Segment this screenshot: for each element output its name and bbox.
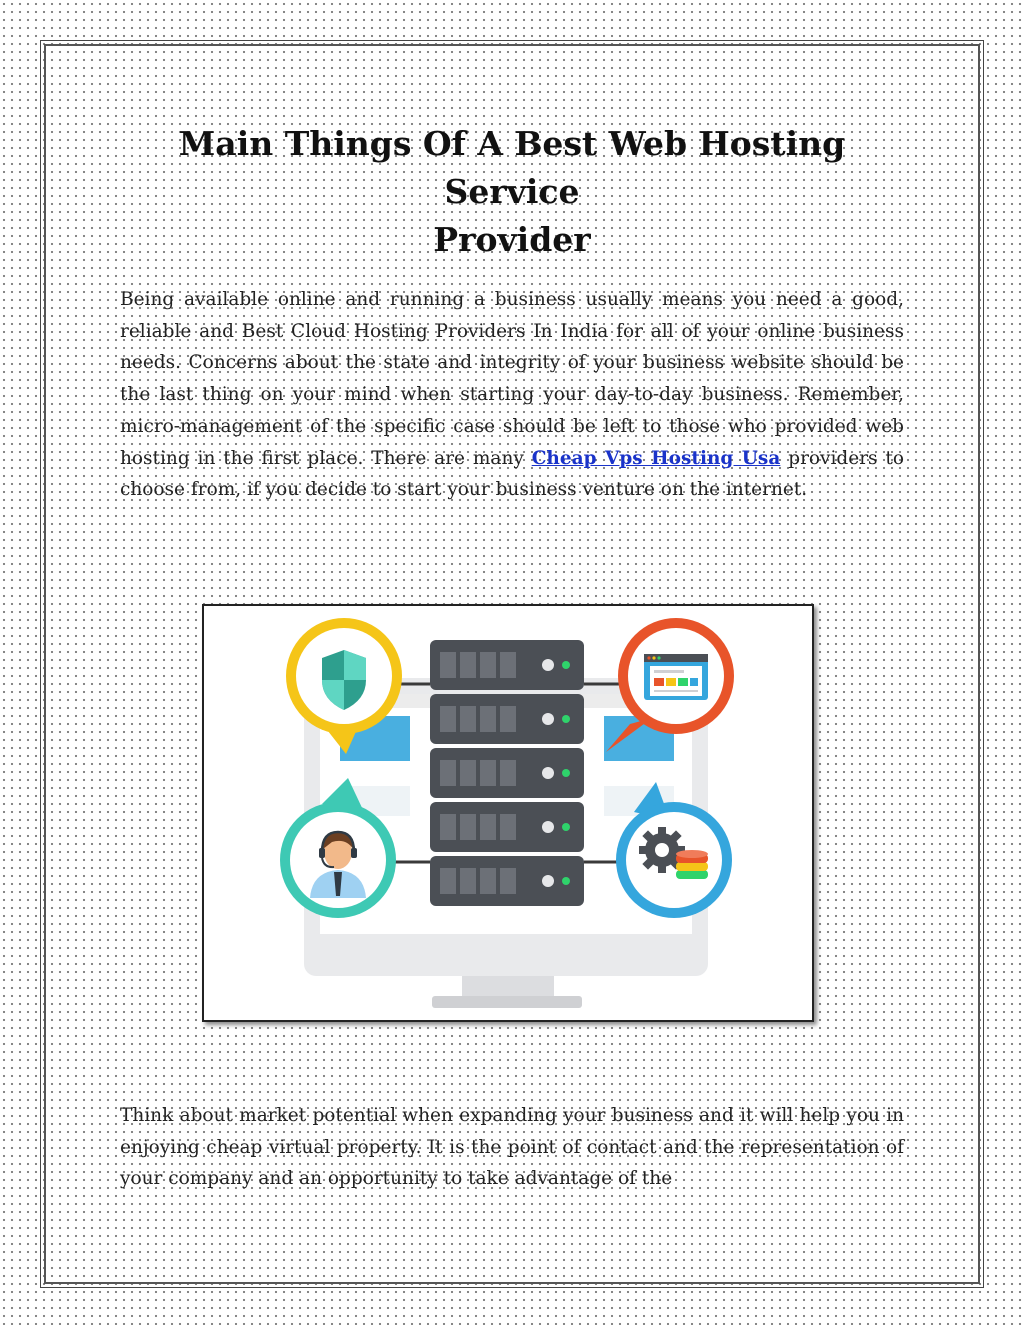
page-title — [120, 120, 904, 264]
intro-text-end: providers to choose from, if you decide to start your business venture on the internet. — [120, 447, 905, 501]
intro-text: Being available online and running a business usually means you need a good, reliable and Best Cloud Hosting Providers In India for all of your online business needs. Concerns about the state and integrity of your business website should be the last thing on your mind when starting your day-to-day business. Remember, micro-management of the specific case should be left to those who provided web hosting in the first place. There are many — [120, 289, 904, 469]
title-line-2: Provider — [433, 220, 591, 259]
server-rack-icon — [430, 640, 584, 906]
illustration-svg — [204, 606, 812, 1020]
browser-bubble — [606, 618, 734, 752]
hosting-illustration — [202, 604, 814, 1022]
cheap-vps-hosting-link[interactable]: Cheap Vps Hosting Usa — [531, 447, 781, 469]
title-line-1: Main Things Of A Best Web Hosting Service — [178, 124, 846, 211]
closing-paragraph: Think about market potential when expanding your business and it will help you in enjoying cheap virtual property. It is the point of contact and the representation of your company and an opportunity to take advantage of the — [120, 1105, 904, 1190]
web-browser-icon — [644, 654, 708, 700]
intro-paragraph — [120, 284, 904, 506]
